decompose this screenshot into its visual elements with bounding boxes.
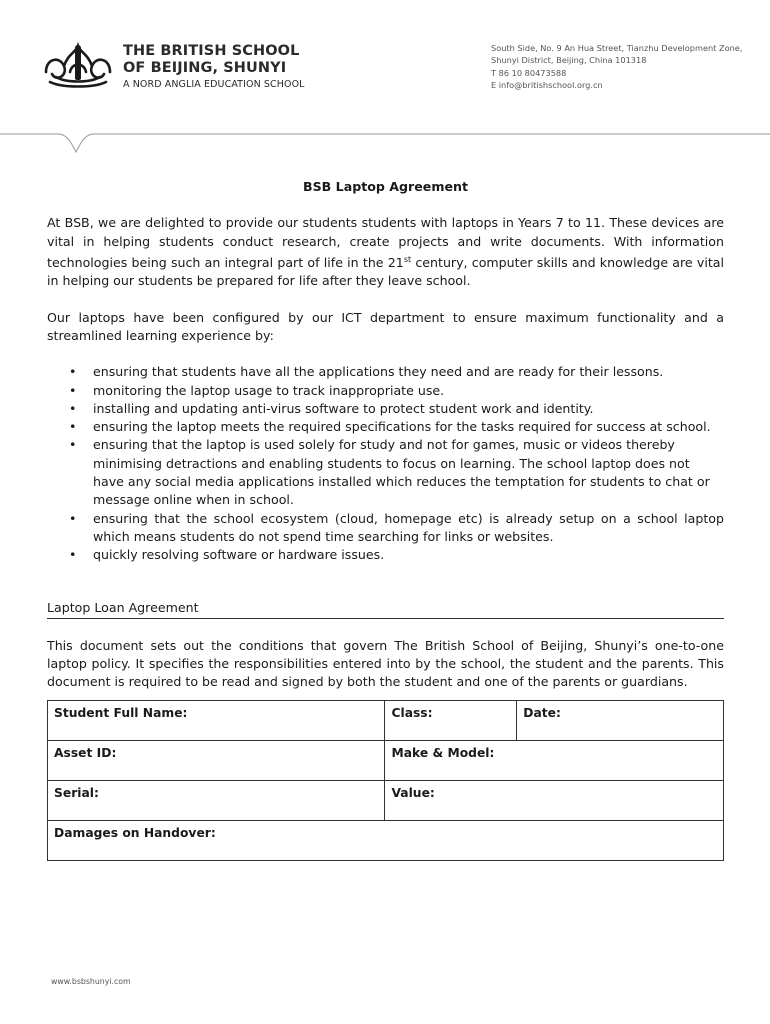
- list-item: • ensuring that the school ecosystem (cloud, homepage etc) is already setup on a school laptop which means students do not spend time searching for links or websites.: [93, 510, 724, 547]
- loan-details-form: [47, 700, 724, 861]
- intro-text-a: At BSB, we are delighted to provide our students students with laptops in Years 7 to 11. These devices are vital in helping students conduct research, create projects and write documents. With information technologies being such an integral part of life in the 21: [47, 215, 724, 271]
- feature-list: [47, 363, 724, 564]
- list-item: • quickly resolving software or hardware issues.: [93, 546, 724, 564]
- school-crest-icon: [42, 42, 114, 90]
- date-field[interactable]: Date:: [517, 700, 724, 740]
- config-paragraph: Our laptops have been configured by our ICT department to ensure maximum functionality and a streamlined learning experience by:: [47, 309, 724, 343]
- header-divider: [0, 126, 770, 158]
- list-item: • installing and updating anti-virus software to protect student work and identity.: [93, 400, 724, 418]
- list-item: • ensuring the laptop meets the required specifications for the tasks required for success at school.: [93, 418, 724, 436]
- list-item: • monitoring the laptop usage to track inappropriate use.: [93, 382, 724, 400]
- letterhead: [0, 0, 770, 160]
- email-line: E info@britishschool.org.cn: [491, 79, 603, 90]
- intro-text-b: century, computer skills and knowledge are vital in helping our students be prepared for life after they leave school.: [47, 255, 725, 289]
- section-heading: Laptop Loan Agreement: [47, 599, 724, 619]
- make-model-field[interactable]: Make & Model:: [385, 740, 724, 780]
- address-line: Shunyi District, Beijing, China 101318: [491, 55, 647, 66]
- school-subtitle: A NORD ANGLIA EDUCATION SCHOOL: [123, 79, 305, 90]
- value-field[interactable]: Value:: [385, 780, 724, 820]
- intro-paragraph: [47, 214, 724, 290]
- school-address: [491, 42, 742, 91]
- footer-website: www.bsbshunyi.com: [51, 977, 131, 986]
- list-item: • ensuring that students have all the applications they need and are ready for their lessons.: [93, 363, 724, 381]
- student-name-field[interactable]: Student Full Name:: [48, 700, 385, 740]
- loan-paragraph: This document sets out the conditions that govern The British School of Beijing, Shunyi’s one-to-one laptop policy. It specifies the responsibilities entered into by the school, the student and the parents. This document is required to be read and signed by both the student and one of the parents or guardians.: [47, 637, 724, 690]
- list-item: • ensuring that the laptop is used solely for study and not for games, music or videos thereby minimising detractions and enabling students to focus on learning. The school laptop does not have any social media applications installed which reduces the temptation for students to chat or message online when in school.: [93, 436, 724, 509]
- serial-field[interactable]: Serial:: [48, 780, 385, 820]
- address-line: South Side, No. 9 An Hua Street, Tianzhu Development Zone,: [491, 43, 743, 53]
- damages-field[interactable]: Damages on Handover:: [48, 820, 724, 860]
- intro-superscript: st: [403, 254, 412, 264]
- school-name: THE BRITISH SCHOOL OF BEIJING, SHUNYI: [123, 43, 300, 76]
- document-body: [47, 178, 724, 861]
- class-field[interactable]: Class:: [385, 700, 517, 740]
- document-title: BSB Laptop Agreement: [303, 179, 468, 194]
- phone-line: T 86 10 80473588: [491, 67, 567, 78]
- asset-id-field[interactable]: Asset ID:: [48, 740, 385, 780]
